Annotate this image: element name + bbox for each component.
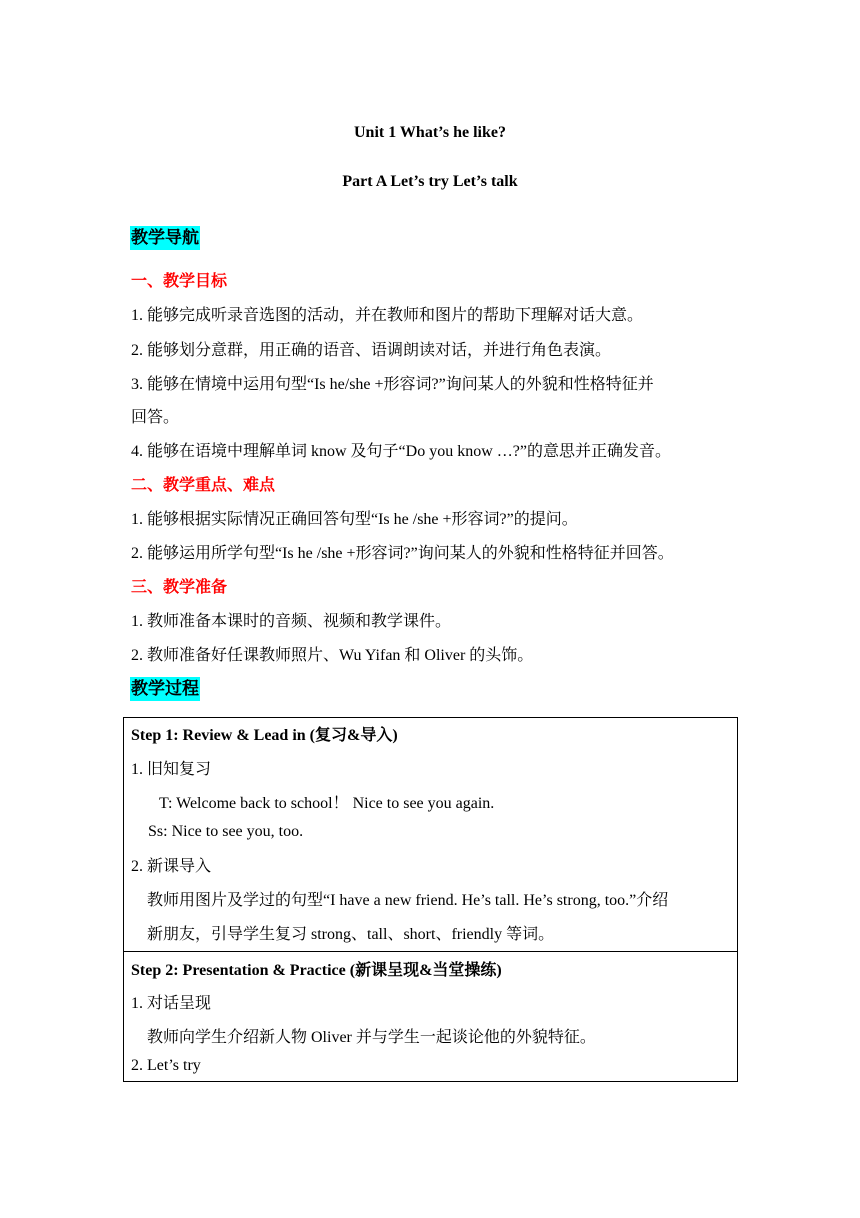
step1-students-line: Ss: Nice to see you, too.: [148, 823, 304, 840]
table-row-divider: [124, 951, 737, 952]
objective-item-continued: 回答。: [131, 409, 180, 426]
step2-sub-lets-try: 2. Let’s try: [131, 1057, 201, 1074]
section-label-process: 教学过程: [130, 677, 200, 701]
step1-title: Step 1: Review & Lead in (复习&导入): [131, 727, 398, 744]
step2-description: 教师向学生介绍新人物 Oliver 并与学生一起谈论他的外貌特征。: [147, 1029, 596, 1046]
step1-description: 教师用图片及学过的句型“I have a new friend. He’s tall. He’s strong, too.”介绍: [147, 892, 669, 909]
step2-sub-dialogue: 1. 对话呈现: [131, 995, 212, 1012]
objective-item: 2. 能够划分意群，用正确的语音、语调朗读对话，并进行角色表演。: [131, 342, 612, 359]
section-label-navigation: 教学导航: [130, 226, 200, 250]
preparation-item: 2. 教师准备好任课教师照片、Wu Yifan 和 Oliver 的头饰。: [131, 647, 534, 664]
process-table: [123, 717, 738, 1082]
preparation-heading: 三、教学准备: [131, 579, 228, 596]
key-point-item: 2. 能够运用所学句型“Is he /she +形容词?”询问某人的外貌和性格特征并回答。: [131, 545, 674, 562]
step1-description-continued: 新朋友，引导学生复习 strong、tall、short、friendly 等词。: [147, 926, 555, 943]
step1-sub-lead-in: 2. 新课导入: [131, 858, 212, 875]
step1-sub-review: 1. 旧知复习: [131, 761, 212, 778]
preparation-item: 1. 教师准备本课时的音频、视频和教学课件。: [131, 613, 452, 630]
objective-item: 1. 能够完成听录音选图的活动，并在教师和图片的帮助下理解对话大意。: [131, 307, 644, 324]
objectives-heading: 一、教学目标: [131, 273, 228, 290]
page-title: Unit 1 What’s he like?: [353, 124, 506, 141]
key-point-item: 1. 能够根据实际情况正确回答句型“Is he /she +形容词?”的提问。: [131, 511, 578, 528]
objective-item: 4. 能够在语境中理解单词 know 及句子“Do you know …?”的意思并正确发音。: [131, 443, 671, 460]
step2-title: Step 2: Presentation & Practice (新课呈现&当堂操练): [131, 962, 502, 979]
key-points-heading: 二、教学重点、难点: [131, 477, 276, 494]
step1-teacher-line: T: Welcome back to school！ Nice to see you again.: [159, 795, 495, 812]
page-subtitle: Part A Let’s try Let’s talk: [342, 173, 518, 190]
objective-item: 3. 能够在情境中运用句型“Is he/she +形容词?”询问某人的外貌和性格特征并: [131, 376, 654, 393]
